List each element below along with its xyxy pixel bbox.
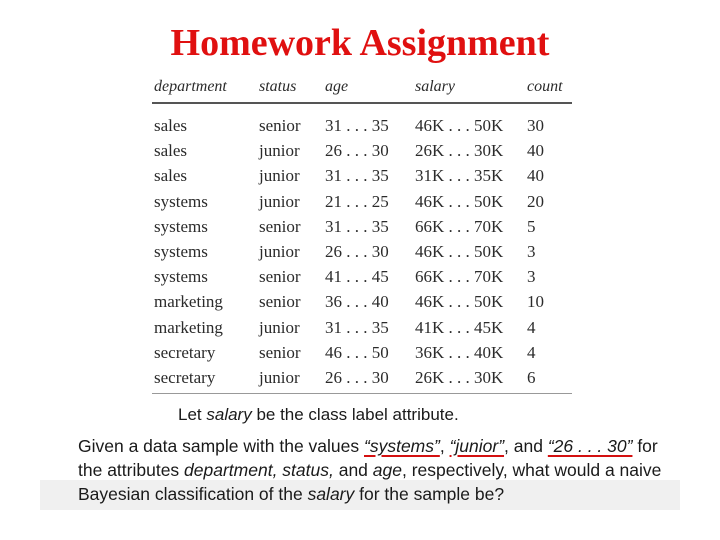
table-row — [152, 214, 572, 239]
cell-salary: 36K . . . 40K — [415, 342, 504, 362]
cell-age: 26 . . . 30 — [325, 141, 389, 161]
cell-count: 40 — [527, 141, 544, 161]
cell-department: sales — [154, 141, 188, 161]
cell-salary: 41K . . . 45K — [415, 317, 504, 337]
cell-status: senior — [259, 267, 301, 287]
header-age: age — [325, 78, 349, 95]
cell-salary: 26K . . . 30K — [415, 367, 504, 387]
header-count: count — [527, 78, 563, 95]
table-header — [152, 78, 572, 104]
cell-department: secretary — [154, 367, 216, 387]
cell-salary: 31K . . . 35K — [415, 166, 504, 186]
cell-salary: 66K . . . 70K — [415, 216, 504, 236]
cell-salary: 46K . . . 50K — [415, 241, 504, 261]
header-status: status — [259, 78, 297, 95]
cell-status: junior — [259, 166, 300, 186]
cell-age: 26 . . . 30 — [325, 367, 389, 387]
cell-department: secretary — [154, 342, 216, 362]
cell-status: junior — [259, 191, 300, 211]
header-salary: salary — [415, 78, 455, 95]
table-row — [152, 189, 572, 214]
cell-count: 4 — [527, 342, 536, 362]
question-line-1 — [78, 434, 688, 458]
q-text: for the sample be? — [354, 484, 505, 504]
cell-department: systems — [154, 241, 208, 261]
table-row — [152, 365, 572, 390]
question-text — [78, 434, 688, 506]
cell-status: senior — [259, 216, 301, 236]
cell-department: systems — [154, 267, 208, 287]
q-text: , respectively, what would a naive — [402, 460, 662, 480]
question-line-2 — [78, 458, 688, 482]
page-title: Homework Assignment — [170, 22, 550, 64]
attribute-age: age — [372, 460, 402, 480]
cell-count: 30 — [527, 116, 544, 135]
cell-salary: 46K . . . 50K — [415, 292, 504, 312]
table-row — [152, 163, 572, 188]
cell-status: junior — [259, 141, 300, 161]
q-sep: , and — [504, 436, 548, 456]
table-row — [152, 340, 572, 365]
cell-salary: 26K . . . 30K — [415, 141, 504, 161]
cell-department: systems — [154, 216, 208, 236]
cell-age: 31 . . . 35 — [325, 166, 389, 186]
cell-count: 3 — [527, 267, 536, 287]
note-text-end: be the class label attribute. — [251, 405, 459, 424]
value-junior: “junior” — [449, 436, 505, 456]
cell-count: 5 — [527, 216, 536, 236]
value-age-range: “26 . . . 30” — [547, 436, 633, 456]
cell-age: 31 . . . 35 — [325, 216, 389, 236]
cell-status: junior — [259, 367, 300, 387]
cell-count: 6 — [527, 367, 536, 387]
cell-department: marketing — [154, 292, 223, 312]
cell-salary: 66K . . . 70K — [415, 267, 504, 287]
cell-age: 31 . . . 35 — [325, 317, 389, 337]
class-label-note — [178, 405, 459, 425]
cell-count: 20 — [527, 191, 544, 211]
table-row — [152, 289, 572, 314]
cell-salary: 46K . . . 50K — [415, 116, 504, 135]
cell-department: sales — [154, 166, 188, 186]
q-text: and — [333, 460, 373, 480]
q-sep: , — [439, 436, 450, 456]
cell-salary: 46K . . . 50K — [415, 191, 504, 211]
q-text: the attributes — [78, 460, 185, 480]
table-body — [152, 113, 572, 390]
cell-status: senior — [259, 342, 301, 362]
note-emphasis: salary — [206, 405, 252, 424]
cell-age: 36 . . . 40 — [325, 292, 389, 312]
note-text: Let — [178, 405, 207, 424]
attribute-names: department, status, — [184, 460, 334, 480]
cell-department: systems — [154, 191, 208, 211]
cell-age: 46 . . . 50 — [325, 342, 389, 362]
cell-status: junior — [259, 241, 300, 261]
question-line-3 — [78, 482, 688, 506]
cell-department: sales — [154, 116, 188, 135]
q-text: Given a data sample with the values — [78, 436, 364, 456]
table-row — [152, 138, 572, 163]
cell-count: 10 — [527, 292, 544, 312]
table-bottom-rule — [152, 393, 572, 394]
table-row — [152, 315, 572, 340]
q-text: Bayesian classification of the — [78, 484, 308, 504]
header-department: department — [154, 78, 227, 95]
value-systems: “systems” — [364, 436, 440, 456]
q-text: for — [632, 436, 658, 456]
table-row — [152, 264, 572, 289]
cell-age: 31 . . . 35 — [325, 116, 389, 135]
data-table — [140, 72, 580, 390]
cell-age: 41 . . . 45 — [325, 267, 389, 287]
cell-status: junior — [259, 317, 300, 337]
cell-count: 40 — [527, 166, 544, 186]
table-row — [152, 113, 572, 138]
cell-age: 26 . . . 30 — [325, 241, 389, 261]
cell-status: senior — [259, 116, 301, 135]
cell-department: marketing — [154, 317, 223, 337]
cell-age: 21 . . . 25 — [325, 191, 389, 211]
cell-count: 3 — [527, 241, 536, 261]
table-row — [152, 239, 572, 264]
class-attribute: salary — [307, 484, 355, 504]
cell-status: senior — [259, 292, 301, 312]
cell-count: 4 — [527, 317, 536, 337]
